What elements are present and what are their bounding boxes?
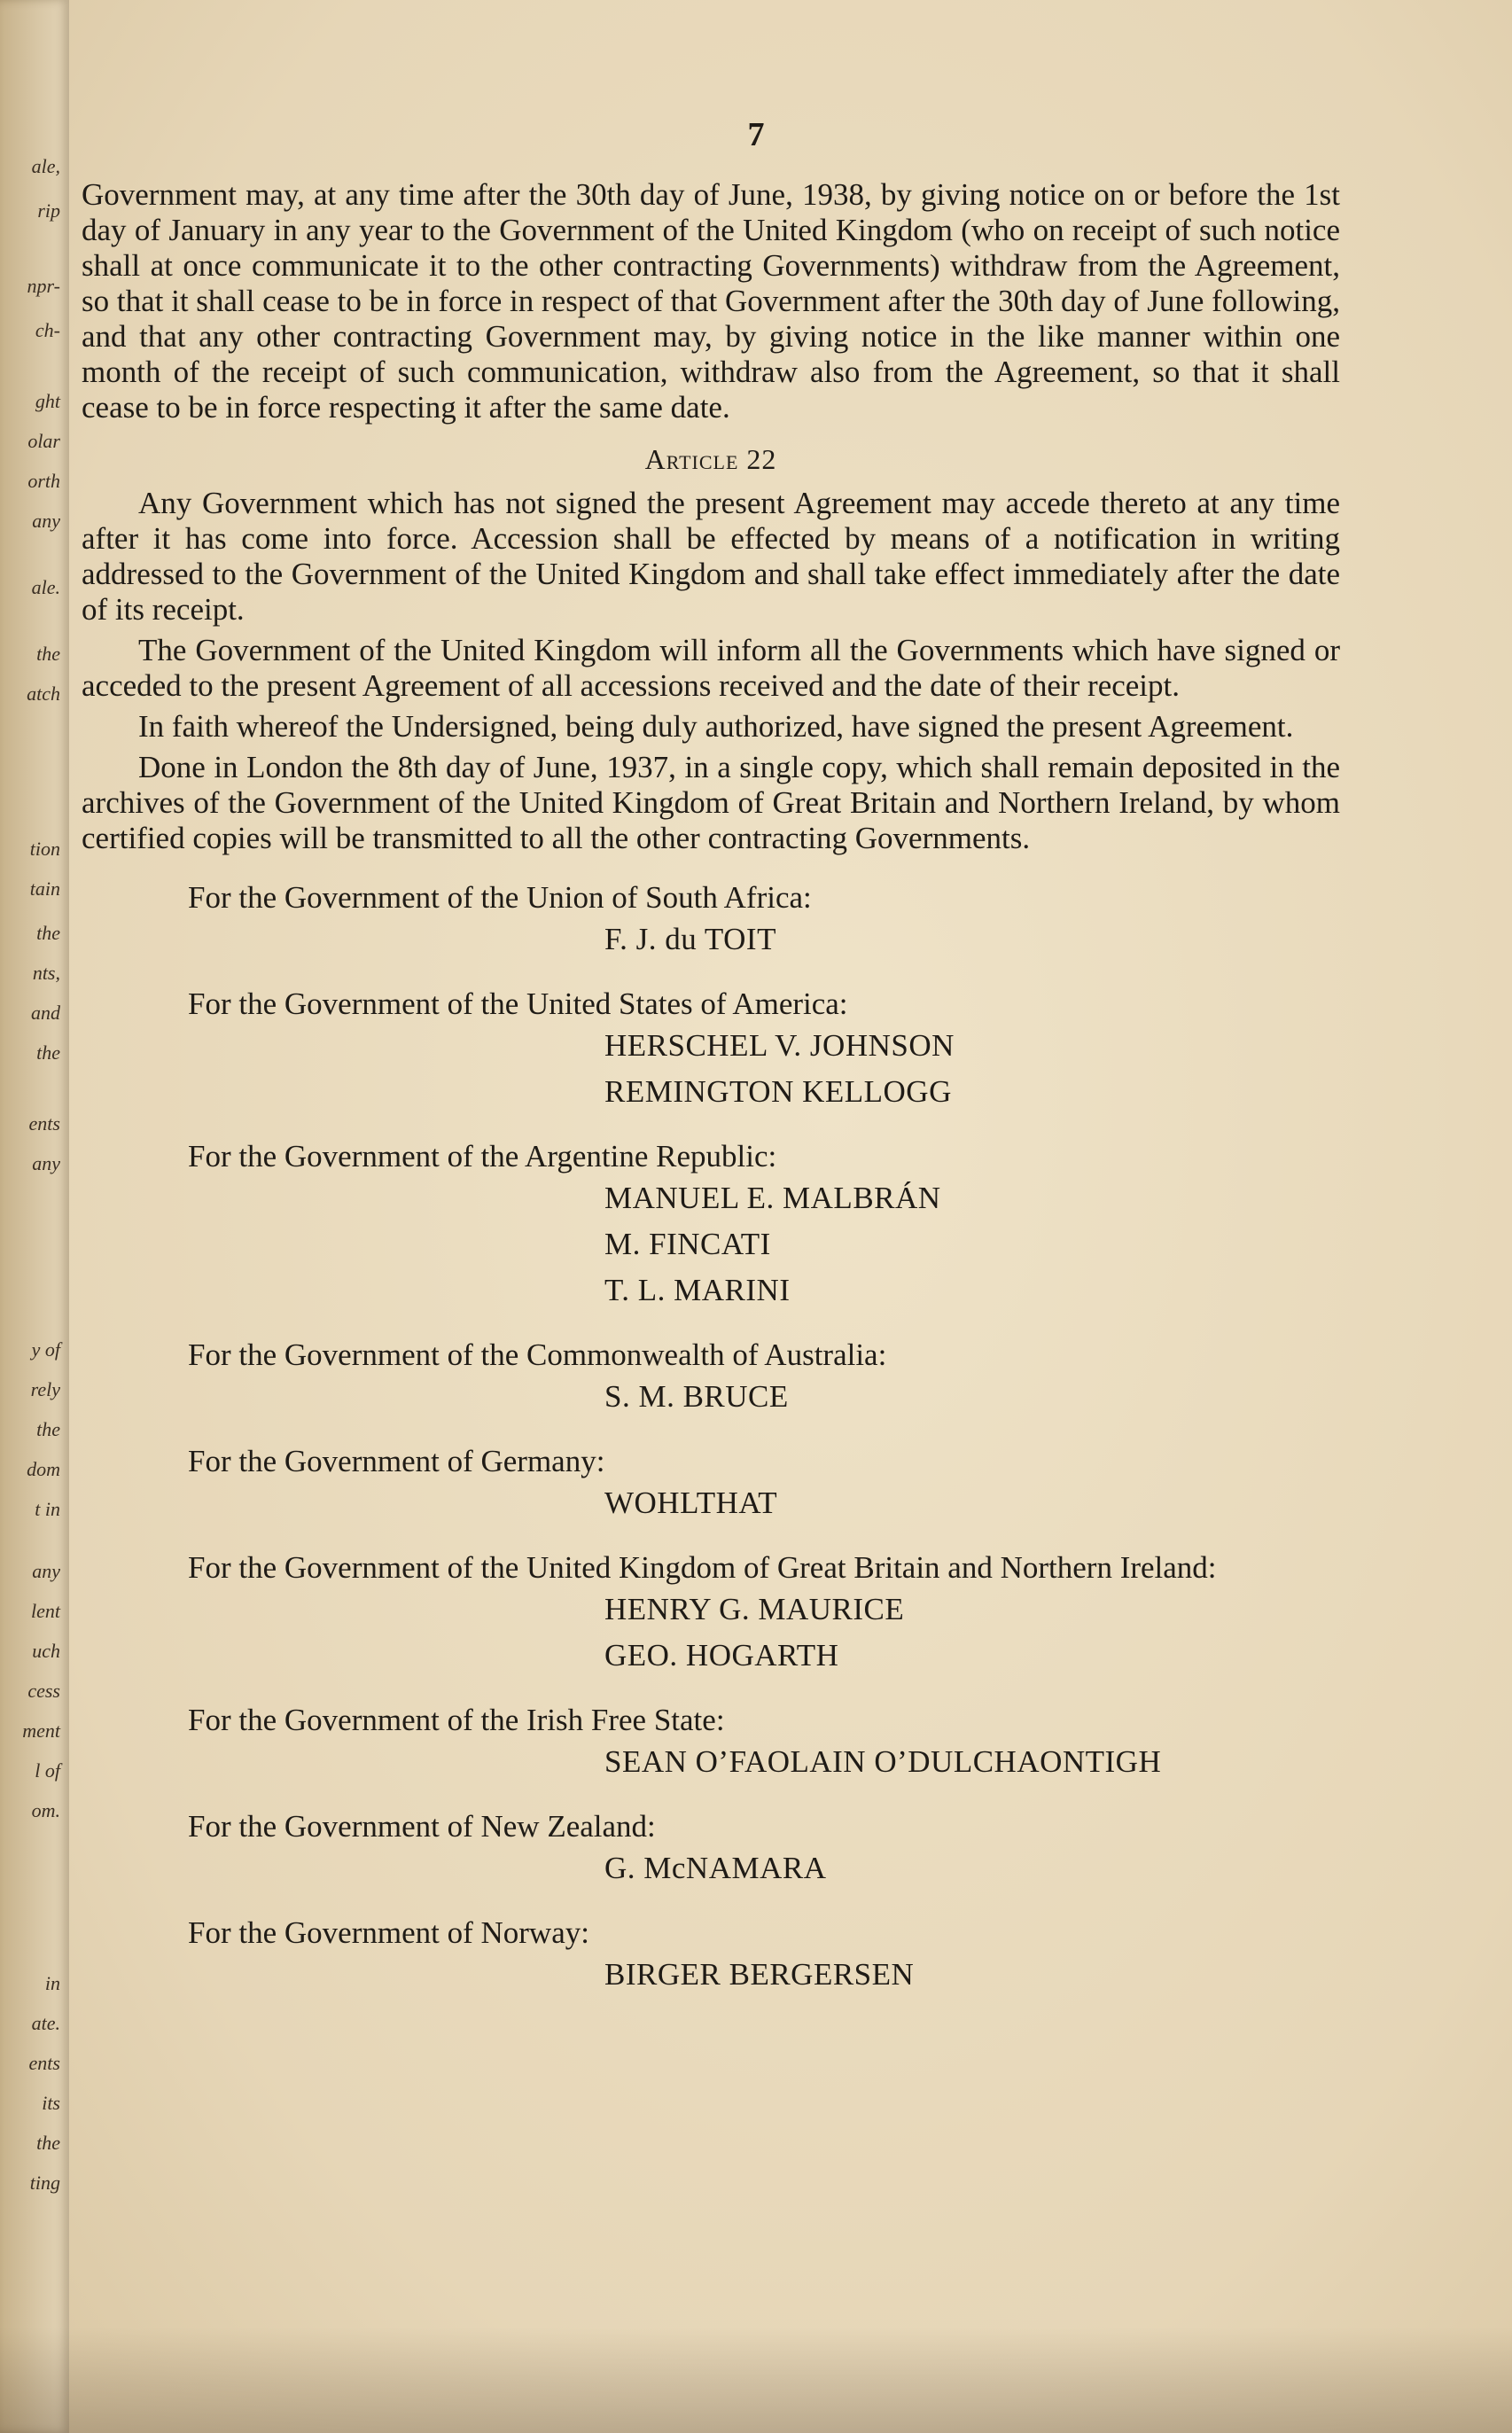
signatory-government: For the Government of New Zealand: xyxy=(188,1809,656,1844)
margin-fragment: y of xyxy=(31,1338,60,1361)
margin-fragment: om. xyxy=(31,1799,60,1821)
margin-fragment: atch xyxy=(27,682,60,705)
margin-fragment: orth xyxy=(27,470,60,492)
signatory-government: For the Government of Norway: xyxy=(188,1915,589,1950)
signatory-government: For the Government of the United Kingdom of Great Britain and Northern Ireland: xyxy=(188,1550,1217,1585)
signatory-name: HENRY G. MAURICE xyxy=(604,1592,905,1626)
margin-fragment: any xyxy=(32,1560,60,1582)
margin-fragment: rip xyxy=(37,199,60,222)
margin-fragment: lent xyxy=(31,1600,60,1622)
margin-fragment: ale, xyxy=(31,155,60,177)
paragraph: The Government of the United Kingdom will inform all the Governments which have signed or acceded to the present Agreement of all accessions received and the date of their receipt. xyxy=(82,633,1340,703)
signatory-government: For the Government of the Irish Free State: xyxy=(188,1703,725,1737)
margin-fragment: tain xyxy=(29,877,60,900)
paragraph: Government may, at any time after the 30th day of June, 1938, by giving notice on or before the 1st day of January in any year to the Government of the United Kingdom (who on receipt of such notice shall at once communicate it to the other contracting Governments) withdraw from the Agreement, so that it shall cease to be in force in respect of that Government after the 30th day of June following, and that any other contracting Government may, by giving notice in the like manner within one month of the receipt of such communication, withdraw also from the Agreement, so that it shall cease to be in force respecting it after the same date. xyxy=(82,177,1340,425)
margin-fragment: ents xyxy=(28,2052,60,2074)
paragraphs-top xyxy=(82,177,1340,425)
paragraph: Done in London the 8th day of June, 1937, in a single copy, which shall remain deposited in the archives of the Government of the United Kingdom of Great Britain and Northern Ireland, by whom certified copies will be transmitted to all the other contracting Governments. xyxy=(82,750,1340,855)
margin-fragment: ting xyxy=(29,2172,60,2194)
signatory-name: WOHLTHAT xyxy=(604,1486,778,1520)
article-heading: Article 22 xyxy=(644,443,777,475)
margin-fragment: ment xyxy=(22,1719,60,1742)
signatory-government: For the Government of the Commonwealth of Australia: xyxy=(188,1337,887,1372)
margin-fragment: any xyxy=(32,510,60,532)
signatory-name: HERSCHEL V. JOHNSON xyxy=(604,1028,955,1063)
signatory-name: F. J. du TOIT xyxy=(604,922,776,956)
page-number: 7 xyxy=(747,116,765,153)
margin-fragment: the xyxy=(36,1418,60,1440)
margin-fragment: in xyxy=(44,1972,60,1994)
signatory-name: BIRGER BERGERSEN xyxy=(604,1957,915,1992)
margin-fragment: the xyxy=(36,643,60,665)
margin-fragment: dom xyxy=(27,1458,60,1480)
document-body xyxy=(82,177,1340,1998)
margin-fragment: ch- xyxy=(35,319,60,341)
margin-fragment: tion xyxy=(29,838,60,860)
margin-fragment: nts, xyxy=(32,962,60,984)
margin-fragment: l of xyxy=(35,1759,60,1782)
signatory-name: SEAN O’FAOLAIN O’DULCHAONTIGH xyxy=(604,1744,1162,1779)
paragraph: Any Government which has not signed the present Agreement may accede thereto at any time after it has come into force. Accession shall be effected by means of a notification in writing addressed to the Government of the United Kingdom and shall take effect immediately after the date of its receipt. xyxy=(82,486,1340,627)
margin-fragment: and xyxy=(31,1002,60,1024)
margin-fragment: uch xyxy=(32,1640,60,1662)
signatory-name: S. M. BRUCE xyxy=(604,1379,789,1414)
article-paragraphs xyxy=(82,486,1340,856)
signatory-name: REMINGTON KELLOGG xyxy=(604,1074,952,1109)
signatory-name: M. FINCATI xyxy=(604,1227,771,1261)
margin-fragment: npr- xyxy=(27,275,60,297)
paragraph: In faith whereof the Undersigned, being duly authorized, have signed the present Agreement. xyxy=(138,709,1294,744)
margin-fragment: any xyxy=(32,1152,60,1174)
margin-fragment: rely xyxy=(30,1378,60,1400)
adjacent-page-margin xyxy=(0,0,69,2433)
margin-fragment: the xyxy=(36,1041,60,1064)
signatory-name: G. McNAMARA xyxy=(604,1851,827,1885)
margin-fragment: ate. xyxy=(31,2012,60,2034)
signature-block xyxy=(82,879,1340,1998)
margin-fragment: its xyxy=(42,2092,60,2114)
signatory-government: For the Government of the United States of America: xyxy=(188,986,848,1021)
margin-fragment: the xyxy=(36,922,60,944)
signatory-name: GEO. HOGARTH xyxy=(604,1638,839,1673)
signatory-government: For the Government of the Argentine Republic: xyxy=(188,1139,777,1174)
signatory-name: T. L. MARINI xyxy=(604,1273,791,1307)
margin-fragment: ents xyxy=(28,1112,60,1135)
margin-fragment: t in xyxy=(35,1498,60,1520)
signatory-name: MANUEL E. MALBRÁN xyxy=(604,1181,941,1215)
signatory-government: For the Government of Germany: xyxy=(188,1444,605,1478)
signatory-government: For the Government of the Union of South Africa: xyxy=(188,880,812,915)
margin-fragment: olar xyxy=(27,430,60,452)
page-edge-shadow xyxy=(0,2327,1512,2433)
margin-fragment: the xyxy=(36,2132,60,2154)
margin-fragment: ale. xyxy=(31,576,60,598)
margin-fragment: cess xyxy=(27,1680,60,1702)
margin-fragment: ght xyxy=(35,390,60,412)
